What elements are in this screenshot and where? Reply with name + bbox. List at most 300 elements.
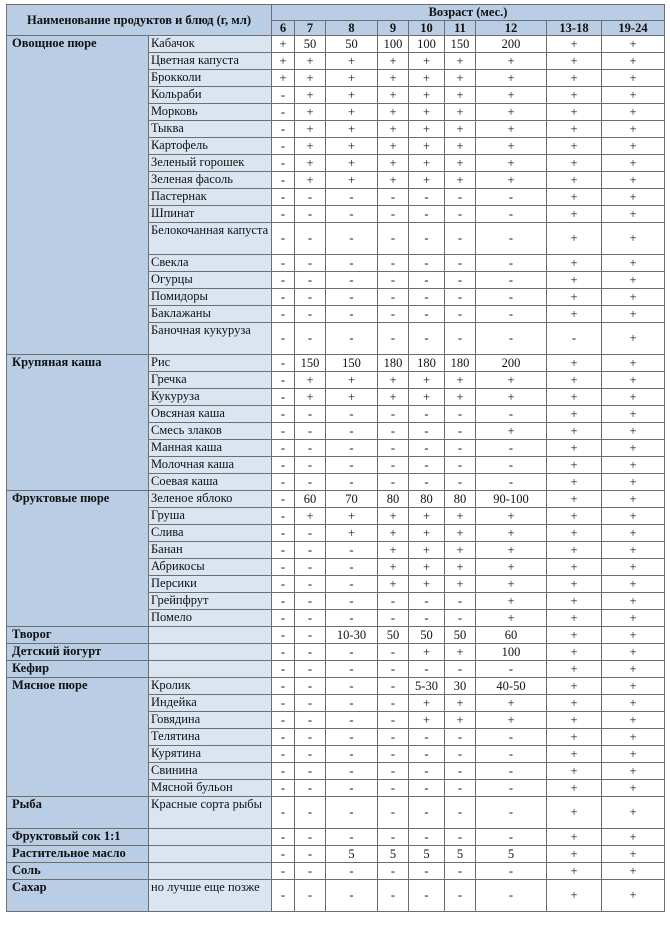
value-cell: -	[445, 423, 476, 440]
header-products-label: Наименование продуктов и блюд (г, мл)	[7, 5, 272, 36]
table-row	[7, 491, 665, 508]
value-cell: +	[445, 121, 476, 138]
value-cell: +	[445, 644, 476, 661]
value-cell: -	[295, 474, 326, 491]
value-cell: +	[547, 797, 602, 829]
value-cell: -	[476, 457, 547, 474]
value-cell: -	[378, 306, 409, 323]
value-cell: +	[445, 525, 476, 542]
value-cell: -	[378, 406, 409, 423]
value-cell: -	[272, 223, 295, 255]
value-cell: +	[476, 712, 547, 729]
value-cell: +	[409, 712, 445, 729]
value-cell: +	[602, 712, 665, 729]
value-cell: +	[547, 457, 602, 474]
value-cell: -	[295, 863, 326, 880]
product-cell: Смесь злаков	[149, 423, 272, 440]
value-cell: -	[272, 829, 295, 846]
value-cell: -	[272, 644, 295, 661]
value-cell: -	[295, 272, 326, 289]
value-cell: -	[378, 712, 409, 729]
value-cell: +	[409, 644, 445, 661]
value-cell: +	[602, 829, 665, 846]
value-cell: +	[445, 53, 476, 70]
value-cell: +	[476, 138, 547, 155]
product-cell: Кукуруза	[149, 389, 272, 406]
value-cell: +	[295, 172, 326, 189]
value-cell: +	[409, 372, 445, 389]
value-cell: -	[409, 763, 445, 780]
value-cell: +	[547, 491, 602, 508]
value-cell: +	[326, 172, 378, 189]
value-cell: -	[378, 206, 409, 223]
value-cell: -	[409, 189, 445, 206]
value-cell: +	[602, 272, 665, 289]
value-cell: -	[326, 206, 378, 223]
value-cell: +	[547, 87, 602, 104]
value-cell: -	[409, 423, 445, 440]
value-cell: -	[295, 763, 326, 780]
value-cell: -	[272, 610, 295, 627]
product-cell: Зеленое яблоко	[149, 491, 272, 508]
value-cell: -	[295, 440, 326, 457]
value-cell: -	[476, 323, 547, 355]
product-cell: Баклажаны	[149, 306, 272, 323]
value-cell: -	[378, 797, 409, 829]
value-cell: -	[295, 406, 326, 423]
value-cell: 150	[295, 355, 326, 372]
value-cell: -	[476, 223, 547, 255]
value-cell: -	[476, 306, 547, 323]
header-age-9: 9	[378, 21, 409, 36]
value-cell: +	[295, 53, 326, 70]
value-cell: -	[445, 474, 476, 491]
value-cell: +	[326, 53, 378, 70]
product-cell: Свекла	[149, 255, 272, 272]
value-cell: -	[272, 272, 295, 289]
value-cell: -	[378, 289, 409, 306]
value-cell: +	[295, 389, 326, 406]
category-cell: Овощное пюре	[7, 36, 149, 355]
table-header	[7, 5, 665, 36]
product-cell: Индейка	[149, 695, 272, 712]
product-cell: Персики	[149, 576, 272, 593]
value-cell: +	[602, 576, 665, 593]
value-cell: +	[547, 695, 602, 712]
value-cell: +	[326, 138, 378, 155]
value-cell: -	[326, 712, 378, 729]
value-cell: 90-100	[476, 491, 547, 508]
value-cell: -	[272, 491, 295, 508]
value-cell: +	[445, 138, 476, 155]
value-cell: +	[445, 389, 476, 406]
value-cell: +	[547, 53, 602, 70]
value-cell: -	[445, 272, 476, 289]
value-cell: -	[272, 155, 295, 172]
value-cell: +	[547, 372, 602, 389]
value-cell: +	[602, 746, 665, 763]
value-cell: -	[409, 593, 445, 610]
value-cell: +	[602, 593, 665, 610]
value-cell: 180	[409, 355, 445, 372]
value-cell: -	[272, 695, 295, 712]
product-cell: Картофель	[149, 138, 272, 155]
value-cell: -	[445, 306, 476, 323]
value-cell: +	[476, 87, 547, 104]
value-cell: +	[547, 610, 602, 627]
value-cell: 10-30	[326, 627, 378, 644]
table-row	[7, 797, 665, 829]
value-cell: 5	[326, 846, 378, 863]
value-cell: -	[476, 255, 547, 272]
value-cell: -	[378, 323, 409, 355]
category-cell: Рыба	[7, 797, 149, 829]
value-cell: -	[409, 780, 445, 797]
value-cell: -	[409, 306, 445, 323]
product-cell: Кольраби	[149, 87, 272, 104]
value-cell: -	[326, 289, 378, 306]
value-cell: -	[326, 457, 378, 474]
value-cell: 40-50	[476, 678, 547, 695]
value-cell: +	[602, 729, 665, 746]
value-cell: -	[326, 695, 378, 712]
value-cell: -	[326, 474, 378, 491]
value-cell: 60	[476, 627, 547, 644]
header-age-10: 10	[409, 21, 445, 36]
product-cell: Молочная каша	[149, 457, 272, 474]
product-cell: Помело	[149, 610, 272, 627]
value-cell: 150	[445, 36, 476, 53]
value-cell: +	[409, 508, 445, 525]
value-cell: -	[326, 189, 378, 206]
category-cell: Фруктовые пюре	[7, 491, 149, 627]
value-cell: +	[378, 542, 409, 559]
value-cell: -	[409, 255, 445, 272]
product-cell: Слива	[149, 525, 272, 542]
value-cell: -	[326, 729, 378, 746]
value-cell: -	[326, 863, 378, 880]
value-cell: -	[272, 474, 295, 491]
value-cell: +	[476, 508, 547, 525]
value-cell: -	[295, 627, 326, 644]
value-cell: +	[378, 389, 409, 406]
value-cell: -	[378, 474, 409, 491]
value-cell: -	[295, 255, 326, 272]
value-cell: 100	[476, 644, 547, 661]
value-cell: -	[295, 423, 326, 440]
value-cell: 5	[445, 846, 476, 863]
value-cell: +	[409, 87, 445, 104]
value-cell: -	[378, 440, 409, 457]
value-cell: -	[326, 880, 378, 912]
value-cell: +	[326, 104, 378, 121]
value-cell: 5	[378, 846, 409, 863]
value-cell: +	[602, 797, 665, 829]
value-cell: -	[295, 644, 326, 661]
value-cell: +	[547, 880, 602, 912]
value-cell: +	[378, 525, 409, 542]
value-cell: +	[326, 155, 378, 172]
value-cell: +	[602, 846, 665, 863]
value-cell: +	[547, 508, 602, 525]
value-cell: -	[326, 610, 378, 627]
value-cell: -	[476, 272, 547, 289]
value-cell: -	[409, 457, 445, 474]
value-cell: +	[602, 87, 665, 104]
value-cell: +	[326, 121, 378, 138]
value-cell: -	[445, 440, 476, 457]
value-cell: -	[409, 440, 445, 457]
value-cell: -	[476, 474, 547, 491]
value-cell: -	[272, 121, 295, 138]
value-cell: -	[326, 423, 378, 440]
value-cell: +	[547, 661, 602, 678]
value-cell: +	[326, 70, 378, 87]
value-cell: -	[272, 306, 295, 323]
value-cell: -	[476, 863, 547, 880]
value-cell: -	[445, 406, 476, 423]
value-cell: -	[378, 863, 409, 880]
value-cell: -	[272, 661, 295, 678]
value-cell: +	[378, 53, 409, 70]
value-cell: 60	[295, 491, 326, 508]
value-cell: +	[602, 627, 665, 644]
value-cell: +	[378, 559, 409, 576]
value-cell: +	[476, 593, 547, 610]
value-cell: +	[602, 206, 665, 223]
value-cell: +	[409, 138, 445, 155]
value-cell: -	[409, 223, 445, 255]
value-cell: -	[272, 206, 295, 223]
table-row	[7, 678, 665, 695]
value-cell: -	[295, 542, 326, 559]
value-cell: 50	[295, 36, 326, 53]
product-cell: Мясной бульон	[149, 780, 272, 797]
value-cell: +	[547, 474, 602, 491]
value-cell: -	[272, 372, 295, 389]
product-cell: Баночная кукуруза	[149, 323, 272, 355]
value-cell: -	[445, 457, 476, 474]
value-cell: -	[445, 593, 476, 610]
value-cell: -	[445, 880, 476, 912]
table-row	[7, 880, 665, 912]
value-cell: +	[547, 542, 602, 559]
value-cell: -	[445, 829, 476, 846]
value-cell: +	[547, 289, 602, 306]
value-cell: +	[547, 36, 602, 53]
value-cell: +	[602, 440, 665, 457]
value-cell: +	[602, 36, 665, 53]
value-cell: +	[547, 525, 602, 542]
value-cell: +	[547, 829, 602, 846]
value-cell: -	[272, 323, 295, 355]
value-cell: +	[602, 306, 665, 323]
value-cell: +	[602, 780, 665, 797]
product-cell	[149, 644, 272, 661]
value-cell: -	[326, 644, 378, 661]
value-cell: -	[326, 559, 378, 576]
value-cell: -	[272, 440, 295, 457]
value-cell: 70	[326, 491, 378, 508]
table-row	[7, 846, 665, 863]
value-cell: +	[547, 155, 602, 172]
value-cell: +	[476, 695, 547, 712]
value-cell: -	[326, 323, 378, 355]
product-cell: Белокочанная капуста	[149, 223, 272, 255]
value-cell: +	[602, 457, 665, 474]
value-cell: +	[476, 559, 547, 576]
value-cell: -	[295, 780, 326, 797]
value-cell: +	[547, 627, 602, 644]
value-cell: +	[409, 104, 445, 121]
value-cell: +	[272, 53, 295, 70]
product-cell: Курятина	[149, 746, 272, 763]
value-cell: +	[326, 525, 378, 542]
table-row	[7, 661, 665, 678]
value-cell: +	[602, 255, 665, 272]
value-cell: +	[602, 406, 665, 423]
value-cell: +	[602, 695, 665, 712]
product-cell: Помидоры	[149, 289, 272, 306]
value-cell: -	[295, 559, 326, 576]
value-cell: +	[295, 87, 326, 104]
value-cell: +	[326, 508, 378, 525]
value-cell: -	[295, 610, 326, 627]
value-cell: -	[272, 138, 295, 155]
value-cell: -	[326, 272, 378, 289]
value-cell: +	[378, 576, 409, 593]
value-cell: -	[409, 610, 445, 627]
value-cell: -	[378, 457, 409, 474]
value-cell: +	[602, 172, 665, 189]
value-cell: +	[602, 355, 665, 372]
value-cell: +	[445, 372, 476, 389]
value-cell: -	[409, 880, 445, 912]
table-row	[7, 627, 665, 644]
product-cell: Рис	[149, 355, 272, 372]
value-cell: +	[547, 846, 602, 863]
product-cell: Красные сорта рыбы	[149, 797, 272, 829]
value-cell: +	[602, 474, 665, 491]
value-cell: +	[295, 508, 326, 525]
value-cell: -	[272, 423, 295, 440]
value-cell: -	[476, 440, 547, 457]
product-cell: Брокколи	[149, 70, 272, 87]
value-cell: +	[378, 155, 409, 172]
value-cell: +	[476, 610, 547, 627]
value-cell: -	[295, 457, 326, 474]
value-cell: -	[295, 289, 326, 306]
value-cell: +	[409, 576, 445, 593]
value-cell: -	[409, 406, 445, 423]
value-cell: +	[378, 104, 409, 121]
value-cell: -	[326, 763, 378, 780]
value-cell: -	[272, 780, 295, 797]
value-cell: +	[602, 121, 665, 138]
value-cell: -	[476, 729, 547, 746]
table-row	[7, 829, 665, 846]
value-cell: -	[445, 780, 476, 797]
value-cell: -	[272, 863, 295, 880]
value-cell: 200	[476, 355, 547, 372]
value-cell: -	[409, 289, 445, 306]
value-cell: +	[547, 104, 602, 121]
product-cell: но лучше еще позже	[149, 880, 272, 912]
value-cell: +	[476, 423, 547, 440]
value-cell: +	[476, 53, 547, 70]
value-cell: +	[547, 576, 602, 593]
value-cell: +	[476, 525, 547, 542]
value-cell: -	[272, 389, 295, 406]
value-cell: +	[602, 423, 665, 440]
product-cell: Овсяная каша	[149, 406, 272, 423]
value-cell: +	[547, 206, 602, 223]
value-cell: +	[602, 644, 665, 661]
value-cell: 180	[445, 355, 476, 372]
value-cell: -	[295, 797, 326, 829]
value-cell: +	[602, 189, 665, 206]
header-age-11: 11	[445, 21, 476, 36]
value-cell: +	[445, 104, 476, 121]
value-cell: 80	[378, 491, 409, 508]
product-cell: Огурцы	[149, 272, 272, 289]
value-cell: -	[445, 189, 476, 206]
value-cell: +	[547, 355, 602, 372]
value-cell: -	[378, 695, 409, 712]
value-cell: 50	[378, 627, 409, 644]
value-cell: +	[602, 661, 665, 678]
value-cell: -	[272, 406, 295, 423]
value-cell: +	[409, 172, 445, 189]
value-cell: 30	[445, 678, 476, 695]
value-cell: +	[326, 372, 378, 389]
value-cell: +	[409, 53, 445, 70]
value-cell: +	[445, 155, 476, 172]
value-cell: -	[272, 542, 295, 559]
value-cell: -	[378, 644, 409, 661]
value-cell: -	[295, 306, 326, 323]
value-cell: -	[378, 593, 409, 610]
value-cell: +	[547, 763, 602, 780]
value-cell: 80	[445, 491, 476, 508]
value-cell: +	[445, 559, 476, 576]
value-cell: +	[445, 712, 476, 729]
value-cell: +	[547, 406, 602, 423]
value-cell: -	[409, 272, 445, 289]
value-cell: +	[602, 678, 665, 695]
value-cell: -	[378, 610, 409, 627]
value-cell: +	[547, 863, 602, 880]
value-cell: +	[602, 491, 665, 508]
value-cell: +	[445, 508, 476, 525]
value-cell: -	[326, 576, 378, 593]
product-cell	[149, 846, 272, 863]
value-cell: 200	[476, 36, 547, 53]
value-cell: -	[272, 712, 295, 729]
value-cell: +	[476, 576, 547, 593]
value-cell: -	[378, 661, 409, 678]
value-cell: +	[476, 372, 547, 389]
value-cell: +	[476, 389, 547, 406]
value-cell: +	[602, 542, 665, 559]
value-cell: -	[445, 763, 476, 780]
header-age-6: 6	[272, 21, 295, 36]
value-cell: -	[295, 223, 326, 255]
value-cell: -	[326, 746, 378, 763]
value-cell: -	[378, 829, 409, 846]
value-cell: -	[445, 206, 476, 223]
value-cell: +	[476, 155, 547, 172]
